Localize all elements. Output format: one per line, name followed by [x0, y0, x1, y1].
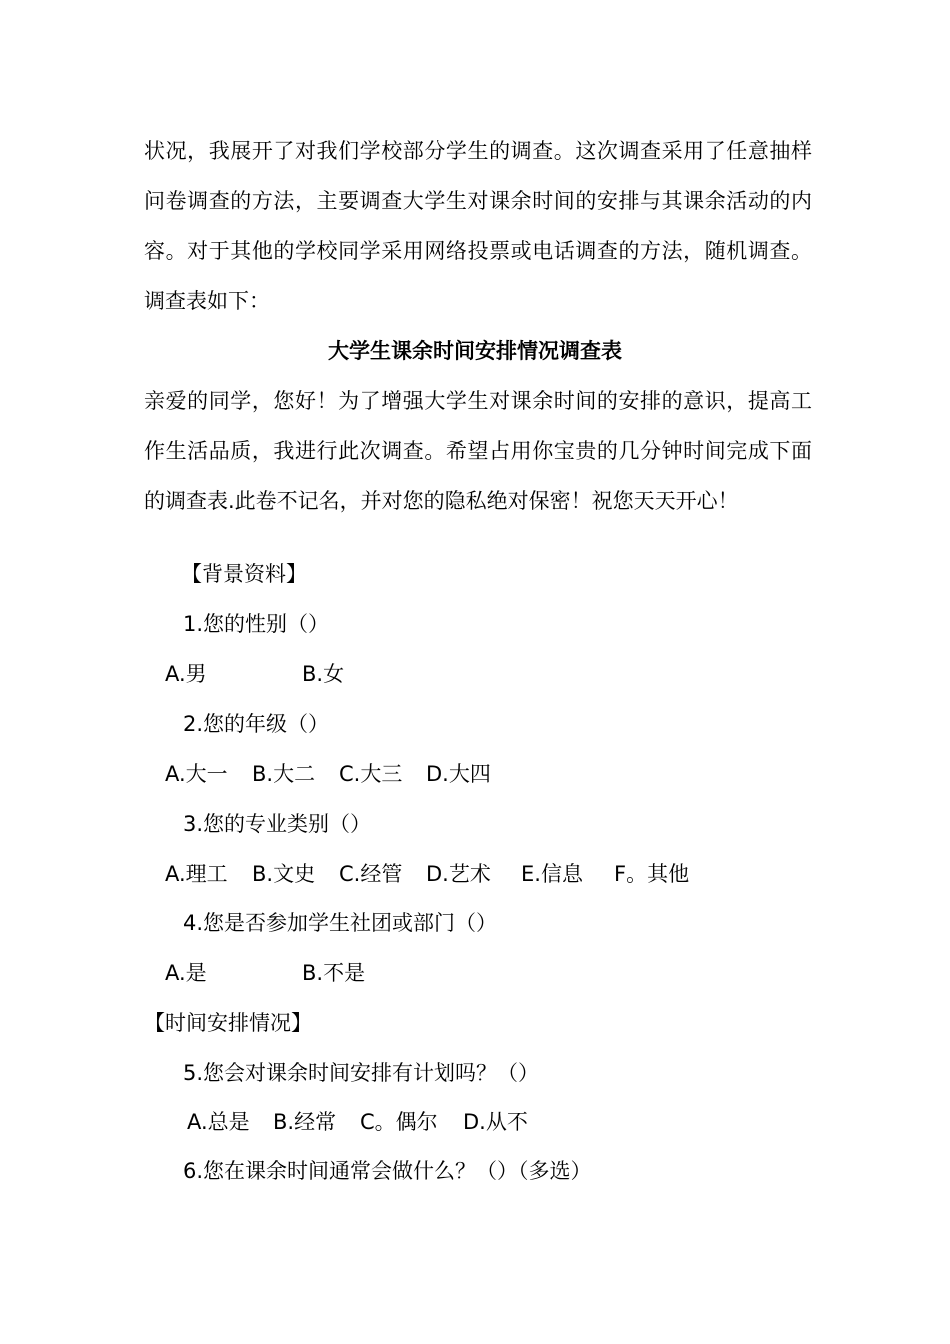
option-a: A.理工: [165, 862, 228, 886]
option-c: C.经管: [339, 862, 403, 886]
survey-greeting: 亲爱的同学，您好！为了增强大学生对课余时间的安排的意识，提高工作生活品质，我进行此次调查。希望占用你宝贵的几分钟时间完成下面的调查表.此卷不记名，并对您的隐私绝对保密！祝您天天开心！: [144, 389, 812, 513]
question-1-options: [165, 659, 765, 689]
option-d: D.艺术: [426, 862, 491, 886]
question-2: 2.您的年级（）: [183, 712, 330, 736]
option-c: C。偶尔: [360, 1110, 438, 1134]
question-2-options: [165, 759, 765, 789]
option-b: B.不是: [302, 961, 366, 985]
option-c: C.大三: [339, 762, 403, 786]
question-5-options: [187, 1107, 787, 1137]
section-time-heading: 【时间安排情况】: [144, 1011, 312, 1035]
option-a: A.总是: [187, 1110, 250, 1134]
section-background-heading: 【背景资料】: [181, 562, 307, 586]
option-a: A.大一: [165, 762, 228, 786]
question-5: 5.您会对课余时间安排有计划吗？（）: [183, 1061, 540, 1085]
option-b: B.女: [302, 662, 345, 686]
question-4-options: [165, 958, 765, 988]
question-1: 1.您的性别（）: [183, 612, 330, 636]
option-e: E.信息: [521, 862, 583, 886]
question-4: 4.您是否参加学生社团或部门（）: [183, 911, 498, 935]
question-6: 6.您在课余时间通常会做什么？（）（多选）: [183, 1159, 592, 1183]
option-b: B.文史: [252, 862, 316, 886]
survey-title: 大学生课余时间安排情况调查表: [328, 339, 622, 363]
option-b: B.大二: [252, 762, 316, 786]
option-d: D.大四: [426, 762, 491, 786]
question-3: 3.您的专业类别（）: [183, 812, 372, 836]
option-b: B.经常: [273, 1110, 337, 1134]
intro-paragraph: 状况，我展开了对我们学校部分学生的调查。这次调查采用了任意抽样问卷调查的方法，主要调查大学生对课余时间的安排与其课余活动的内容。对于其他的学校同学采用网络投票或电话调查的方法，随机调查。调查表如下：: [144, 139, 812, 313]
question-3-options: [165, 859, 765, 889]
option-a: A.是: [165, 961, 207, 985]
option-f: F。其他: [614, 862, 690, 886]
option-a: A.男: [165, 662, 207, 686]
option-d: D.从不: [463, 1110, 528, 1134]
